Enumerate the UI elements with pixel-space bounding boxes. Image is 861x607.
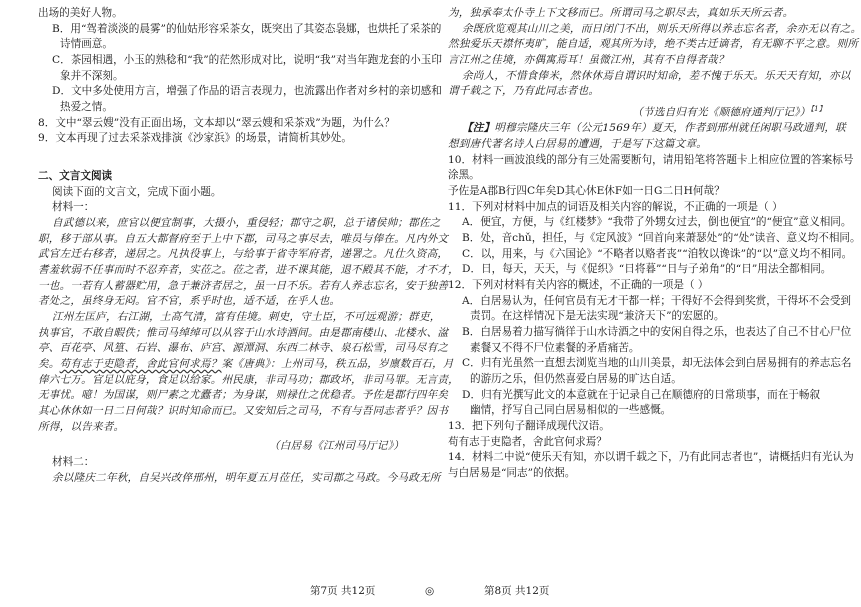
text-line: 诗情画意。 <box>60 38 113 51</box>
passage-line: 为，独承奉太仆寺上下文移而已。所谓司马之职尽去，真如乐天所云者。 <box>448 7 794 19</box>
passage-line: 其心休休如一日二日何哉？识时知命而已。又安知后之司马，不有与吾同志者乎？因书 <box>38 405 449 418</box>
note-line: 想到唐代著名诗人白居易的遭遇，于是写下这篇文章。 <box>448 137 708 150</box>
text-line: 予佐是A郡B行四C年矣D其心休E休F如一日G二日H何哉？ <box>448 184 725 197</box>
text-line: 热爱之情。 <box>60 101 113 114</box>
passage-line: 言江州之佳境，亦偶寓焉耳！虽微江州，其有不自得者哉？ <box>448 54 729 67</box>
passage-line: 谓千载之下，乃有此同志者也。 <box>448 85 600 98</box>
passage-line: 余既欣览观其山川之美，而日闭门不出，则乐天所得以养志忘名者，余亦无以有之。 <box>462 22 861 35</box>
passage-line: 者处之，虽终身无闷。官不官，系乎时也，适不适，在乎人也。 <box>38 295 341 308</box>
question-14: 14．材料二中说“使乐天有知，亦以谓千载之下，乃有此同志者也”，请概括归有光认为 <box>448 451 854 464</box>
option-a: A．便宜，方便，与《红楼梦》“我带了外甥女过去，倒也便宜”的“便宜”意义相同。 <box>462 216 852 229</box>
option-a: A．白居易认为，任何官员有无才干都一样；干得好不会得到奖赏，干得坏不会受到 <box>462 294 852 307</box>
footnote-marker: 【1】 <box>810 105 826 114</box>
passage-line: 一也。一若有人蓄器贮用，急于兼济者居之，虽一日不乐。若有人养志忘名，安于独善 <box>38 279 449 292</box>
text-line: 素餐又不得不尸位素餐的矛盾痛苦。 <box>470 341 640 354</box>
question-13: 13．把下列句子翻译成现代汉语。 <box>448 420 610 432</box>
material-1-label: 材料一： <box>52 201 95 214</box>
question-8: 8．文中“翠云嫂”没有正面出场，文本却以“翠云嫂和采茶戏”为题，为什么？ <box>38 116 395 129</box>
option-d: D．归有光撰写此文的本意就在于记录自己在顺德府的日常琐事，而在于畅叙 <box>462 388 821 401</box>
option-d: D．日，每天，天天，与《促织》“日将暮”“日与子弟角”的“日”用法全都相同。 <box>462 263 832 276</box>
passage-line: 余以隆庆二年秋，自吴兴改倅邢州，明年夏五月莅任，实司郡之马政。今马政无所 <box>52 471 441 484</box>
passage-text: 案《唐典》：上州司马，秩五品，岁廪数百石，月 <box>221 358 454 371</box>
material-1-source: （白居易《江州司马厅记》） <box>268 440 404 453</box>
center-mark-icon: ◎ <box>425 585 435 597</box>
passage-line: 亭、百花亭、风篁、石岩、瀑布、庐宫、源潭洞、东西二林寺、泉石松雪，司马尽有之 <box>38 342 449 355</box>
text-line: 的游历之乐，但仍然喜爱白居易的旷达自适。 <box>470 372 682 385</box>
option-b: B．处，音chǔ，担任，与《定风波》“回首向来萧瑟处”的“处”读音、意义均不相同。 <box>462 231 861 244</box>
option-b: B．白居易着力描写徜徉于山水诗酒之中的安闲自得之乐，也表达了自己不甘心尸位 <box>462 325 852 338</box>
note-line <box>448 121 846 137</box>
text-line: 幽情，抒写自己同白居易相似的一些感慨。 <box>470 404 672 417</box>
passage-line: 江州左匡庐，右江湖，土高气清，富有佳境。刺史，守土臣，不可远观游；群吏， <box>52 311 441 324</box>
note-label: 【注】 <box>462 122 495 135</box>
passage-line <box>38 357 454 373</box>
wavy-underlined-sentence: 苟有志于吏隐者，舍此官何求焉？ <box>59 358 222 371</box>
source-text: （节选自归有光《顺德府通判厅记》） <box>632 106 811 119</box>
text-line: 涂黑。 <box>448 169 480 182</box>
material-2-source <box>448 104 840 121</box>
text-line: 苟有志于吏隐者，舍此官何求焉？ <box>448 435 607 448</box>
option-d: D．文中多处使用方言，增强了作品的语言表现力，也流露出作者对乡村的亲切感和 <box>52 85 442 98</box>
passage-line: 所得，以告来者。 <box>38 420 125 433</box>
question-9: 9．文本再现了过去采茶戏排演《沙家浜》的场景，请简析其妙处。 <box>38 132 352 145</box>
option-b: B．用“驾着淡淡的晨雾”的仙姑形容采茶女，既突出了其姿态袅娜，也烘托了采茶的 <box>52 22 442 35</box>
passage-line: 执事官，不敢自暇佚；惟司马绰绰可以从容于山水诗酒间。由是郡南楼山、北楼水、湓 <box>38 326 449 339</box>
question-12: 12．下列对材料有关内容的概述，不正确的一项是（ ） <box>448 278 709 291</box>
passage-line: 余尚人，不惜食俸米，然休休焉自谓识时知命，差不愧于乐天。乐天天有知，亦以 <box>462 69 851 82</box>
question-10: 10．材料一画波浪线的部分有三处需要断句，请用铅笔将答题卡上相应位置的答案标号 <box>448 153 854 166</box>
page-number-right: 第8页 共12页 <box>484 585 550 597</box>
passage-line: 无事忧。噫！为国谋，则尸素之尤蠹者；为身谋，则禄仕之优稳者。予佐是郡行四年矣 <box>38 389 449 402</box>
text-line: 与白居易是“同志”的依据。 <box>448 467 576 480</box>
text-line: 出场的美好人物。 <box>38 7 123 19</box>
note-text: 明穆宗隆庆三年（公元1569年）夏天，作者到邢州就任闲职马政通判，联 <box>494 122 846 135</box>
instruction: 阅读下面的文言文，完成下面小题。 <box>52 185 222 198</box>
passage-line: 自武德以来，庶官以便宜制事，大摄小，重侵轻；郡守之职，总于诸侯帅；郡佐之 <box>52 217 441 230</box>
option-c: C．归有光虽然一直想去浏览当地的山川美景，却无法体会到白居易拥有的养志忘名 <box>462 357 852 370</box>
passage-line: 职，移于部从事。自五大都督府至于上中下郡，司马之事尽去，唯员与俸在。凡内外文 <box>38 232 449 245</box>
page-number-left: 第7页 共12页 <box>310 585 376 597</box>
option-c: C．茶园相遇，小玉的熟稔和“我”的茫然形成对比，说明“我”对当年跑龙套的小玉印 <box>52 54 442 67</box>
page-footer <box>0 584 860 600</box>
left-column <box>38 6 459 486</box>
right-column <box>448 6 861 482</box>
passage-line: 俸六七万。官足以庇身，食足以给家。州民康，非司马功；郡政坏，非司马罪。无言责， <box>38 373 459 386</box>
passage-line: 武官左迁右移者，递居之。凡执役事上，与给事于省寺军府者，递署之。凡仕久资高， <box>38 248 449 261</box>
passage-line: 然独爱乐天襟怀夷旷，能自适，观其所为诗，绝不类古迁谪者，有无聊不平之意。则所 <box>448 38 859 51</box>
material-2-label: 材料二： <box>52 456 95 469</box>
section-title: 二、文言文阅读 <box>38 170 113 183</box>
passage-text: 矣。 <box>38 358 60 371</box>
passage-line: 耆羞软弱不任事而时不忍弃者，实莅之。莅之者，进不课其能，退不殿其不能，才不才， <box>38 264 459 277</box>
question-11: 11．下列对材料中加点的词语及相关内容的解说，不正确的一项是（ ） <box>448 200 783 213</box>
option-c: C．以，用来，与《六国论》“不略者以赂者丧”“洎牧以谗诛”的“以”意义均不相同。 <box>462 247 853 260</box>
text-line: 象并不深刻。 <box>60 69 124 82</box>
text-line: 责罚。在这样情况下是无法实现“兼济天下”的宏愿的。 <box>470 310 725 323</box>
